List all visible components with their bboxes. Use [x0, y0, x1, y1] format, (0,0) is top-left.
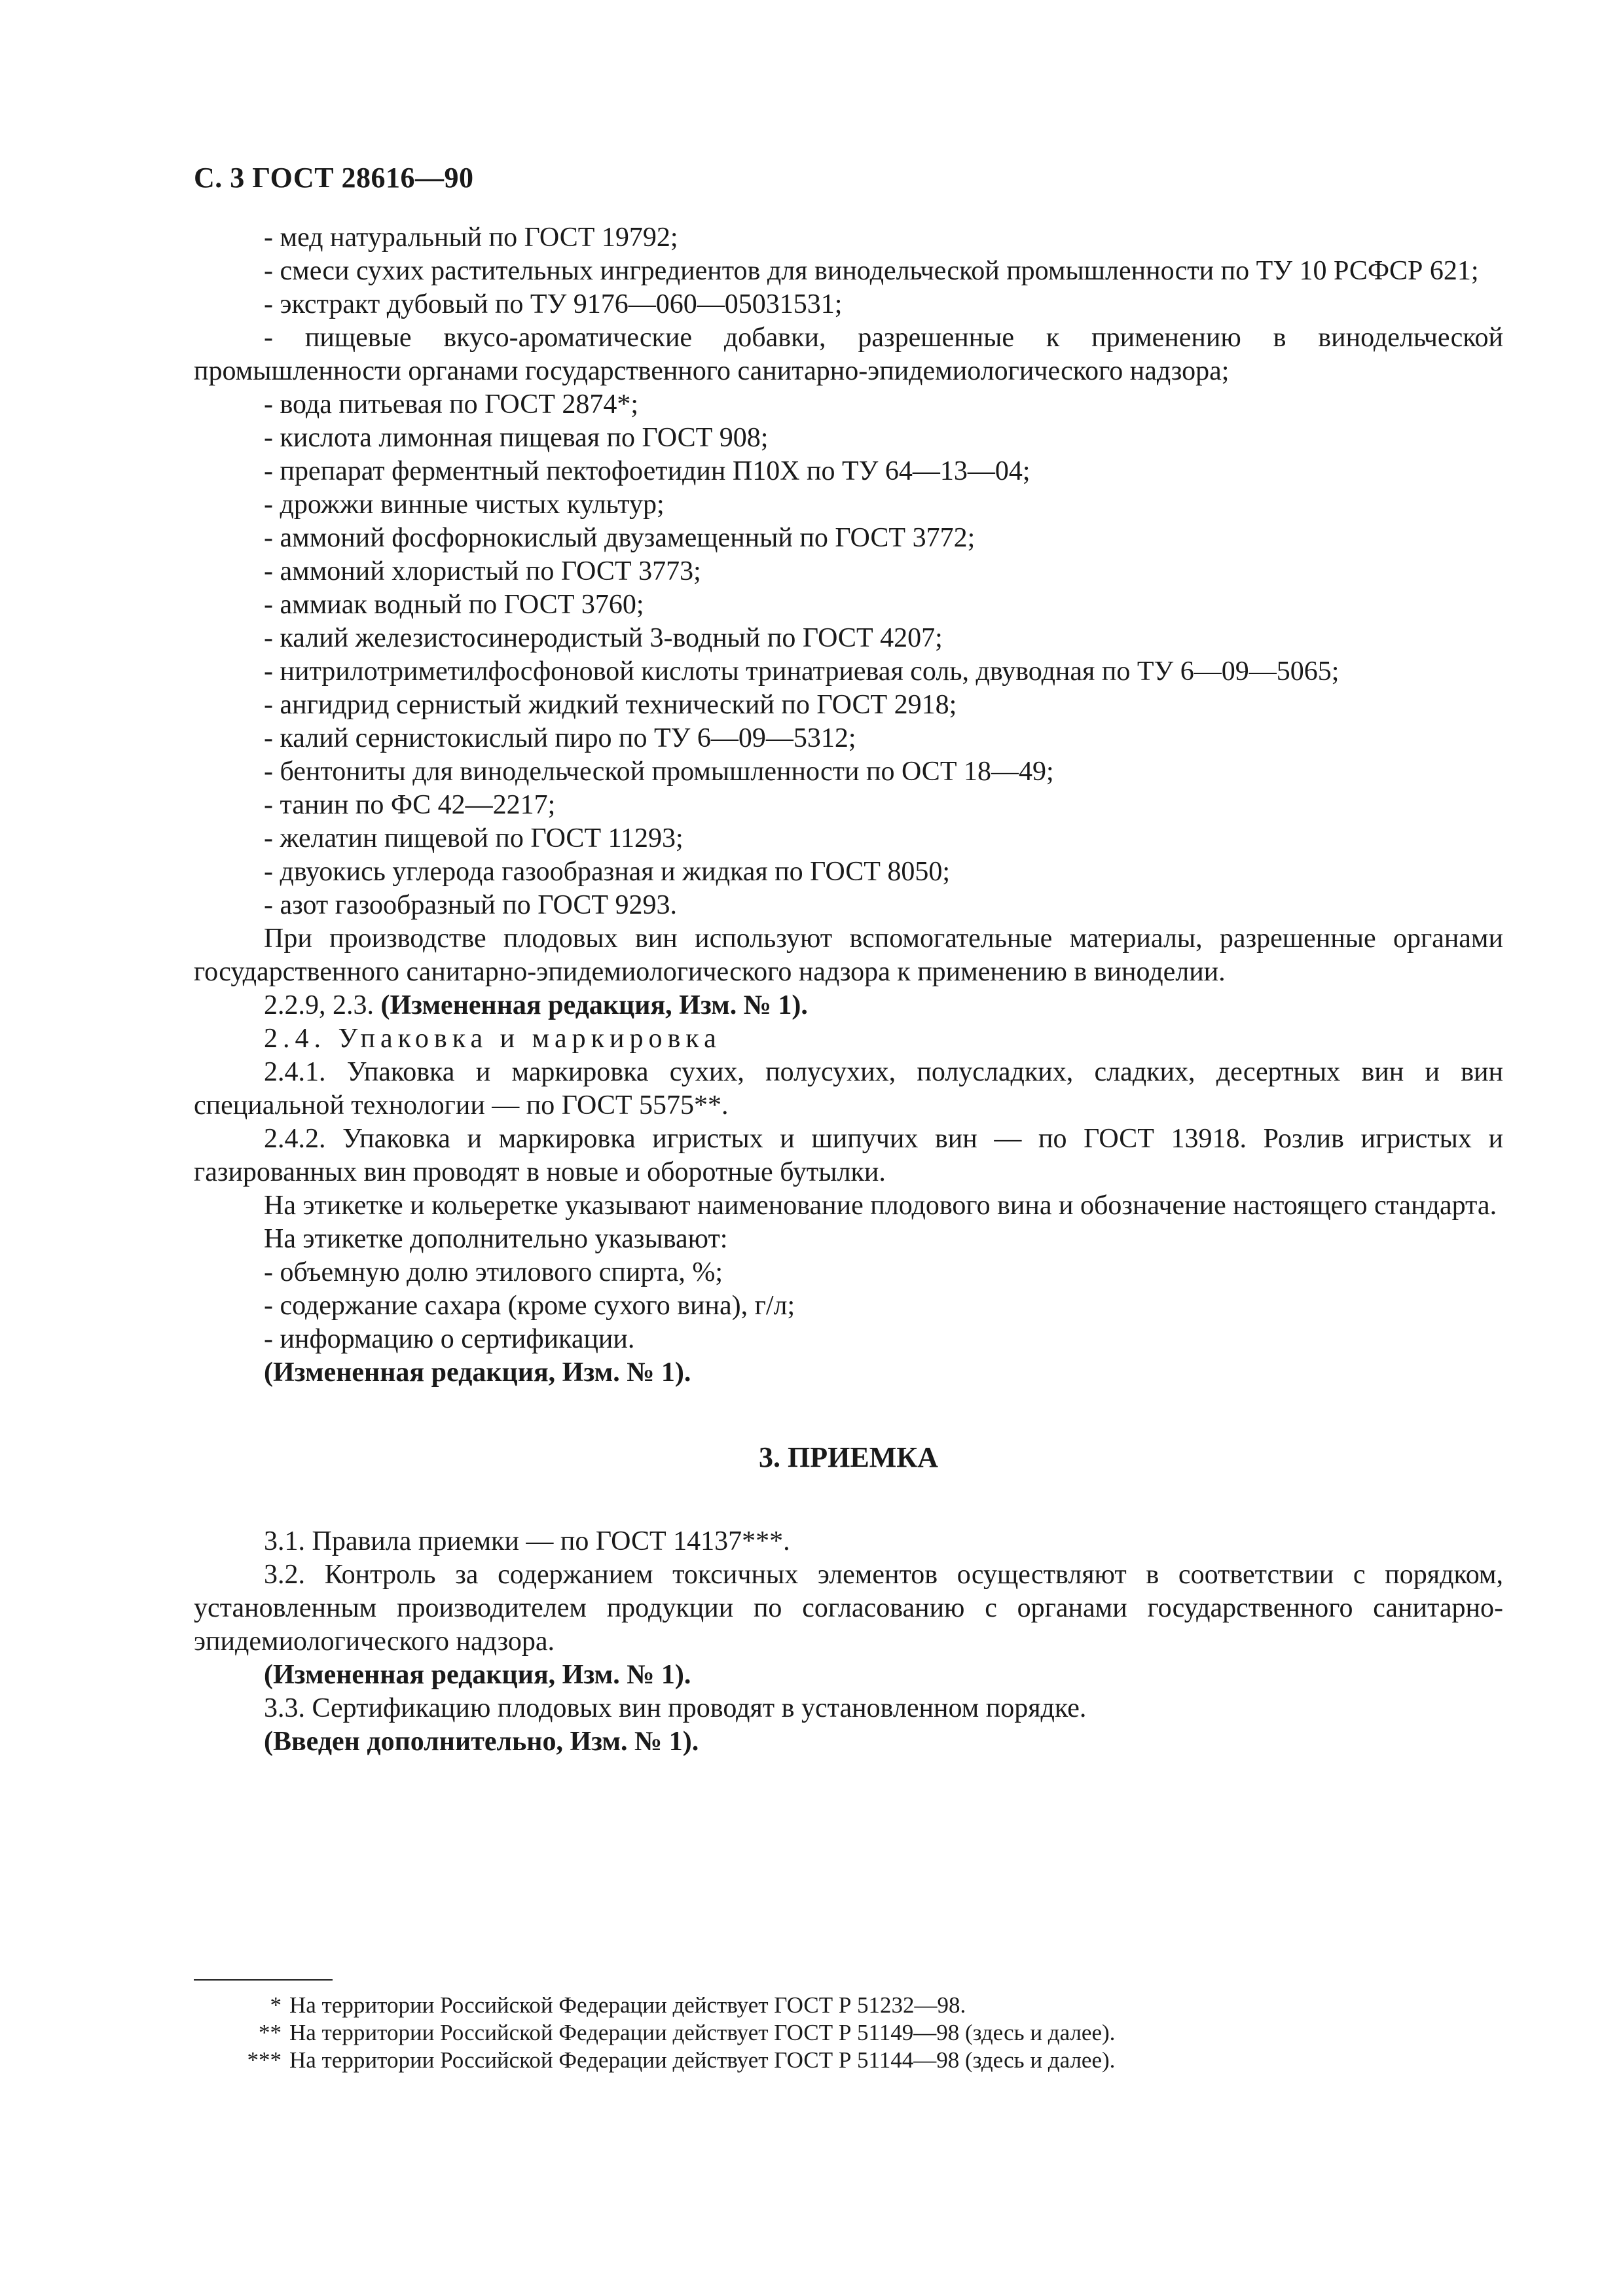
revision-note-3-3: (Введен дополнительно, Изм. № 1). [264, 1727, 699, 1757]
list-item: - аммоний хлористый по ГОСТ 3773; [264, 556, 701, 586]
list-item: - бентониты для винодельческой промышленности по ОСТ 18—49; [264, 757, 1054, 787]
aux-materials-paragraph: При производстве плодовых вин используют вспомогательные материалы, разрешенные органами государственного санитарно-эпидемиологического надзора к применению в виноделии. [194, 924, 1503, 987]
list-item: - желатин пищевой по ГОСТ 11293; [264, 823, 684, 853]
footnote-divider [194, 1979, 333, 1981]
list-item: - смеси сухих растительных ингредиентов для винодельческой промышленности по ТУ 10 РСФСР 621; [264, 256, 1479, 286]
list-item: - нитрилотриметилфосфоновой кислоты тринатриевая соль, двуводная по ТУ 6—09—5065; [264, 656, 1340, 687]
list-item: - мед натуральный по ГОСТ 19792; [264, 223, 678, 253]
page-header: С. 3 ГОСТ 28616—90 [194, 162, 474, 194]
document-body [194, 221, 1503, 1759]
footnote [194, 1992, 1503, 2019]
label-paragraph: На этикетке и кольеретке указывают наименование плодового вина и обозначение настоящего стандарта. [264, 1191, 1497, 1221]
list-item: - пищевые вкусо-ароматические добавки, разрешенные к применению в винодельческой промышленности органами государственного санитарно-эпидемиологического надзора; [194, 323, 1503, 386]
revision-prefix: 2.2.9, 2.3. [264, 990, 381, 1020]
footnotes [194, 1992, 1503, 2074]
revision-label: (Измененная редакция, Изм. № 1). [380, 990, 808, 1020]
paragraph-3-2: 3.2. Контроль за содержанием токсичных элементов осуществляют в соответствии с порядком, установленным производителем продукции по согласованию с органами государственного санитарно-эпидемиологического надзора. [194, 1560, 1503, 1657]
list-item: - информацию о сертификации. [264, 1324, 635, 1354]
footnote-mark: *** [247, 2047, 282, 2073]
list-item: - кислота лимонная пищевая по ГОСТ 908; [264, 423, 769, 453]
label-extra-intro: На этикетке дополнительно указывают: [264, 1224, 728, 1254]
list-item: - танин по ФС 42—2217; [264, 790, 556, 820]
section-2-4-title: 2.4. Упаковка и маркировка [264, 1024, 721, 1054]
footnote-mark: * [270, 1992, 282, 2018]
list-item: - аммиак водный по ГОСТ 3760; [264, 590, 644, 620]
revision-note-2-4: (Измененная редакция, Изм. № 1). [264, 1357, 691, 1388]
list-item: - вода питьевая по ГОСТ 2874*; [264, 389, 639, 420]
materials-list [194, 221, 1503, 922]
revision-note-229-23 [194, 989, 1503, 1022]
list-item: - экстракт дубовый по ТУ 9176—060—05031531; [264, 289, 843, 319]
list-item: - препарат ферментный пектофоетидин П10Х по ТУ 64—13—04; [264, 456, 1030, 486]
list-item: - содержание сахара (кроме сухого вина), г/л; [264, 1291, 795, 1321]
list-item: - дрожжи винные чистых культур; [264, 490, 665, 520]
footnote [194, 2047, 1503, 2074]
footnote [194, 2019, 1503, 2047]
list-item: - ангидрид сернистый жидкий технический по ГОСТ 2918; [264, 690, 957, 720]
footnote-text: На территории Российской Федерации действует ГОСТ Р 51232—98. [289, 1992, 966, 2018]
list-item: - двуокись углерода газообразная и жидкая по ГОСТ 8050; [264, 857, 951, 887]
footnote-text: На территории Российской Федерации действует ГОСТ Р 51144—98 (здесь и далее). [289, 2047, 1116, 2073]
list-item: - азот газообразный по ГОСТ 9293. [264, 890, 677, 920]
footnote-mark: ** [259, 2020, 282, 2045]
paragraph-2-4-2: 2.4.2. Упаковка и маркировка игристых и шипучих вин — по ГОСТ 13918. Розлив игристых и газированных вин проводят в новые и оборотные бутылки. [194, 1124, 1503, 1187]
paragraph-3-3: 3.3. Сертификацию плодовых вин проводят в установленном порядке. [264, 1693, 1087, 1723]
list-item: - калий железистосинеродистый 3-водный по ГОСТ 4207; [264, 623, 943, 653]
paragraph-3-1: 3.1. Правила приемки — по ГОСТ 14137***. [264, 1526, 790, 1556]
list-item: - калий сернистокислый пиро по ТУ 6—09—5312; [264, 723, 856, 753]
list-item: - объемную долю этилового спирта, %; [264, 1257, 723, 1287]
paragraph-2-4-1: 2.4.1. Упаковка и маркировка сухих, полусухих, полусладких, сладких, десертных вин и вин специальной технологии — по ГОСТ 5575**. [194, 1057, 1503, 1121]
section-3-title: 3. ПРИЕМКА [759, 1441, 938, 1473]
revision-note-3-2: (Измененная редакция, Изм. № 1). [264, 1660, 691, 1690]
footnote-text: На территории Российской Федерации действует ГОСТ Р 51149—98 (здесь и далее). [289, 2020, 1116, 2045]
list-item: - аммоний фосфорнокислый двузамещенный по ГОСТ 3772; [264, 523, 976, 553]
